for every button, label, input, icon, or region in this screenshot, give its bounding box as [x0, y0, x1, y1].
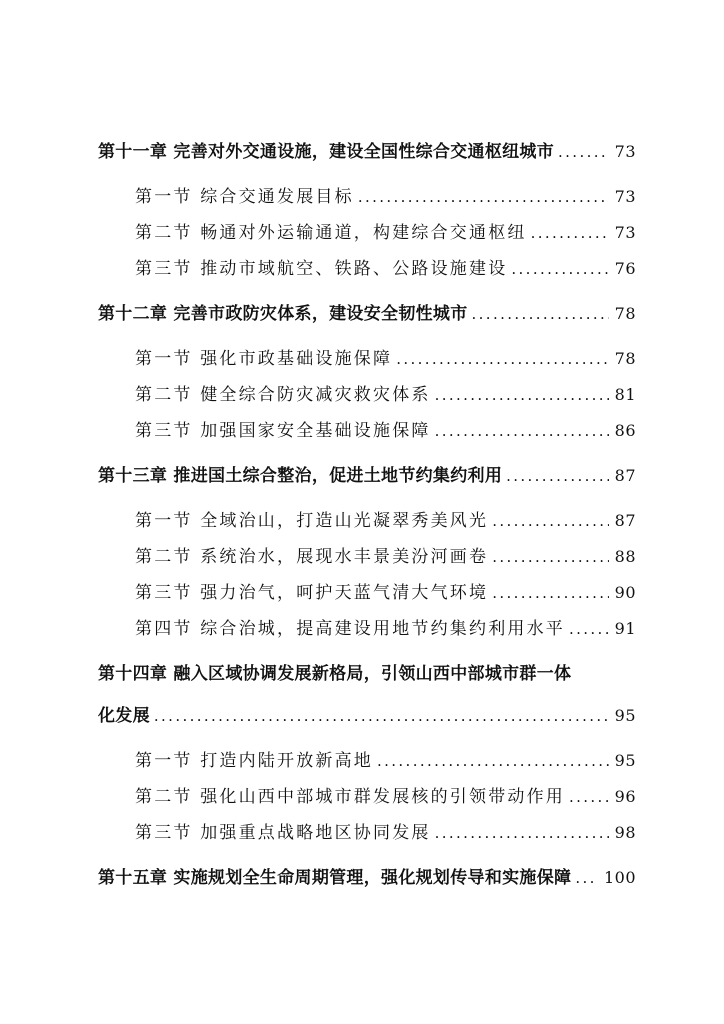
toc-page-number: 76	[614, 259, 636, 278]
toc-entry-title: 第一节 全域治山，打造山光凝翠秀美风光	[135, 511, 489, 531]
toc-entry-title: 第十二章 完善市政防灾体系，建设安全韧性城市	[98, 304, 468, 324]
toc-page-number: 96	[614, 787, 636, 806]
dot-leader	[492, 541, 608, 573]
toc-chapter-12[interactable]	[98, 298, 636, 330]
toc-page-number: 88	[614, 547, 636, 566]
dot-leader	[435, 817, 609, 849]
toc-page-number: 91	[614, 619, 636, 638]
dot-leader	[506, 460, 609, 492]
dot-leader	[472, 298, 609, 330]
toc-page-number: 73	[614, 223, 636, 242]
dot-leader	[575, 862, 598, 894]
toc-entry-title: 第十五章 实施规划全生命周期管理，强化规划传导和实施保障	[98, 868, 572, 888]
dot-leader	[531, 217, 609, 249]
dot-leader	[435, 415, 609, 447]
toc-section-12-2[interactable]	[135, 379, 636, 411]
dot-leader	[358, 181, 609, 213]
toc-section-13-4[interactable]	[135, 613, 636, 645]
toc-entry-title: 第四节 综合治城，提高建设用地节约集约利用水平	[135, 619, 566, 639]
dot-leader	[396, 343, 608, 375]
toc-chapter-13[interactable]	[98, 460, 636, 492]
toc-entry-title: 第二节 强化山西中部城市群发展核的引领带动作用	[135, 787, 566, 807]
toc-page-number: 86	[614, 421, 636, 440]
toc-section-13-1[interactable]	[135, 505, 636, 537]
toc-section-14-3[interactable]	[135, 817, 636, 849]
toc-section-13-3[interactable]	[135, 577, 636, 609]
toc-page-number: 81	[614, 385, 636, 404]
toc-page-number: 87	[614, 511, 636, 530]
dot-leader	[492, 505, 608, 537]
toc-chapter-15[interactable]	[98, 862, 636, 894]
dot-leader	[377, 745, 609, 777]
toc-page-number: 78	[614, 304, 636, 323]
toc-section-13-2[interactable]	[135, 541, 636, 573]
dot-leader	[511, 253, 608, 285]
toc-section-14-2[interactable]	[135, 781, 636, 813]
toc-chapter-14-title-line1[interactable]: 第十四章 融入区域协调发展新格局，引领山西中部城市群一体	[98, 664, 572, 684]
toc-entry-title: 第十一章 完善对外交通设施，建设全国性综合交通枢纽城市	[98, 142, 555, 162]
toc-page-number: 90	[614, 583, 636, 602]
toc-section-11-1[interactable]	[135, 181, 636, 213]
toc-page-number: 98	[614, 823, 636, 842]
toc-entry-title: 第一节 综合交通发展目标	[135, 187, 354, 207]
toc-section-11-3[interactable]	[135, 253, 636, 285]
toc-entry-title: 第三节 推动市域航空、铁路、公路设施建设	[135, 259, 508, 279]
toc-section-14-1[interactable]	[135, 745, 636, 777]
toc-entry-title: 第二节 系统治水，展现水丰景美汾河画卷	[135, 547, 489, 567]
toc-page-number: 73	[614, 187, 636, 206]
toc-chapter-14[interactable]	[98, 700, 636, 732]
toc-entry-title: 第十三章 推进国土综合整治，促进土地节约集约利用	[98, 466, 503, 486]
toc-entry-title: 第三节 加强重点战略地区协同发展	[135, 823, 431, 843]
toc-entry-title: 第三节 加强国家安全基础设施保障	[135, 421, 431, 441]
toc-chapter-11[interactable]	[98, 136, 636, 168]
toc-section-11-2[interactable]	[135, 217, 636, 249]
toc-page-number: 100	[603, 868, 636, 887]
dot-leader	[154, 700, 609, 732]
toc-page-number: 95	[614, 751, 636, 770]
toc-page-number: 73	[614, 142, 636, 161]
dot-leader	[569, 613, 609, 645]
dot-leader	[435, 379, 609, 411]
dot-leader	[558, 136, 609, 168]
toc-entry-title: 第二节 畅通对外运输通道，构建综合交通枢纽	[135, 223, 527, 243]
toc-entry-title: 第一节 打造内陆开放新高地	[135, 751, 374, 771]
toc-section-12-1[interactable]	[135, 343, 636, 375]
toc-entry-title: 第三节 强力治气，呵护天蓝气清大气环境	[135, 583, 489, 603]
toc-page-number: 87	[614, 466, 636, 485]
toc-entry-title: 第一节 强化市政基础设施保障	[135, 349, 393, 369]
toc-section-12-3[interactable]	[135, 415, 636, 447]
dot-leader	[492, 577, 608, 609]
dot-leader	[569, 781, 609, 813]
toc-entry-title: 化发展	[98, 706, 150, 726]
toc-entry-title: 第二节 健全综合防灾减灾救灾体系	[135, 385, 431, 405]
toc-page-number: 95	[614, 706, 636, 725]
toc-page-number: 78	[614, 349, 636, 368]
